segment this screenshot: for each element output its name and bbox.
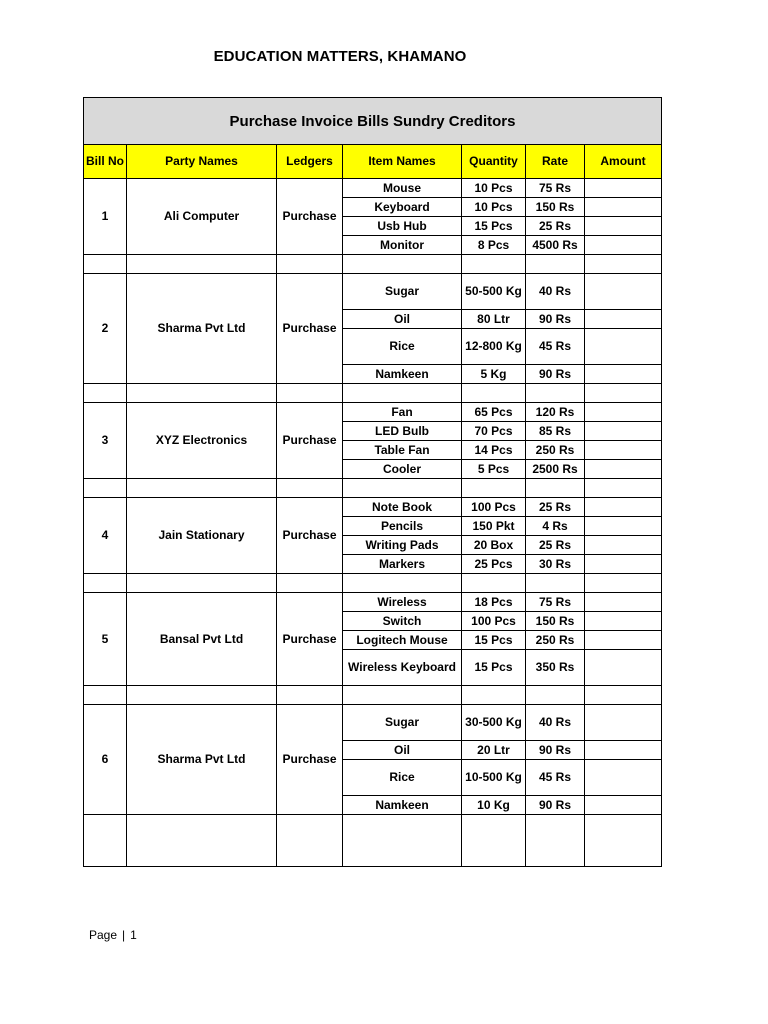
empty-cell <box>462 686 526 705</box>
item-qty-cell: 65 Pcs <box>462 403 526 422</box>
item-amount-cell <box>585 498 662 517</box>
table-header-row <box>84 145 662 179</box>
empty-cell <box>462 255 526 274</box>
item-amount-cell <box>585 274 662 310</box>
item-amount-cell <box>585 517 662 536</box>
item-rate-cell: 40 Rs <box>526 705 585 741</box>
empty-cell <box>343 574 462 593</box>
ledger-cell: Purchase <box>277 498 343 574</box>
item-name-cell: Table Fan <box>343 441 462 460</box>
empty-cell <box>462 815 526 867</box>
empty-cell <box>277 686 343 705</box>
empty-cell <box>127 479 277 498</box>
item-rate-cell: 30 Rs <box>526 555 585 574</box>
item-qty-cell: 20 Ltr <box>462 741 526 760</box>
item-name-cell: Switch <box>343 612 462 631</box>
item-name-cell: Markers <box>343 555 462 574</box>
item-rate-cell: 250 Rs <box>526 631 585 650</box>
item-amount-cell <box>585 555 662 574</box>
item-amount-cell <box>585 705 662 741</box>
party-name-cell: Sharma Pvt Ltd <box>127 705 277 815</box>
empty-cell <box>343 686 462 705</box>
table-row <box>84 593 662 612</box>
item-qty-cell: 10 Pcs <box>462 179 526 198</box>
item-rate-cell: 350 Rs <box>526 650 585 686</box>
item-amount-cell <box>585 236 662 255</box>
item-name-cell: Wireless Keyboard <box>343 650 462 686</box>
item-rate-cell: 150 Rs <box>526 198 585 217</box>
item-qty-cell: 80 Ltr <box>462 310 526 329</box>
item-rate-cell: 90 Rs <box>526 741 585 760</box>
page-number: 1 <box>130 928 137 942</box>
ledger-cell: Purchase <box>277 179 343 255</box>
empty-cell <box>526 815 585 867</box>
table-row <box>84 498 662 517</box>
item-name-cell: Sugar <box>343 705 462 741</box>
empty-cell <box>526 255 585 274</box>
item-qty-cell: 25 Pcs <box>462 555 526 574</box>
party-name-cell: XYZ Electronics <box>127 403 277 479</box>
item-amount-cell <box>585 217 662 236</box>
column-header-bill-no: Bill No <box>84 145 127 179</box>
empty-cell <box>343 384 462 403</box>
item-rate-cell: 90 Rs <box>526 310 585 329</box>
item-name-cell: LED Bulb <box>343 422 462 441</box>
column-header-party-names: Party Names <box>127 145 277 179</box>
item-amount-cell <box>585 460 662 479</box>
item-rate-cell: 25 Rs <box>526 498 585 517</box>
item-name-cell: Oil <box>343 741 462 760</box>
empty-cell <box>84 384 127 403</box>
invoice-table <box>83 97 662 867</box>
empty-cell <box>585 255 662 274</box>
item-amount-cell <box>585 179 662 198</box>
empty-cell <box>585 479 662 498</box>
table-title-row <box>84 98 662 145</box>
item-rate-cell: 25 Rs <box>526 217 585 236</box>
empty-cell <box>84 574 127 593</box>
item-name-cell: Cooler <box>343 460 462 479</box>
empty-cell <box>84 255 127 274</box>
table-row <box>84 179 662 198</box>
empty-cell <box>277 384 343 403</box>
item-name-cell: Note Book <box>343 498 462 517</box>
empty-cell <box>585 384 662 403</box>
empty-cell <box>462 574 526 593</box>
empty-cell <box>127 815 277 867</box>
column-header-quantity: Quantity <box>462 145 526 179</box>
item-qty-cell: 18 Pcs <box>462 593 526 612</box>
empty-cell <box>277 815 343 867</box>
table-row <box>84 274 662 310</box>
empty-cell <box>277 255 343 274</box>
empty-cell <box>84 815 127 867</box>
item-rate-cell: 120 Rs <box>526 403 585 422</box>
empty-cell <box>127 574 277 593</box>
empty-cell <box>462 384 526 403</box>
item-rate-cell: 45 Rs <box>526 760 585 796</box>
bill-number-cell: 1 <box>84 179 127 255</box>
item-name-cell: Oil <box>343 310 462 329</box>
item-qty-cell: 14 Pcs <box>462 441 526 460</box>
item-name-cell: Logitech Mouse <box>343 631 462 650</box>
empty-cell <box>526 384 585 403</box>
item-qty-cell: 100 Pcs <box>462 498 526 517</box>
item-name-cell: Sugar <box>343 274 462 310</box>
ledger-cell: Purchase <box>277 403 343 479</box>
item-rate-cell: 25 Rs <box>526 536 585 555</box>
item-rate-cell: 4 Rs <box>526 517 585 536</box>
column-header-item-names: Item Names <box>343 145 462 179</box>
empty-cell <box>343 815 462 867</box>
empty-cell <box>585 686 662 705</box>
item-amount-cell <box>585 422 662 441</box>
item-qty-cell: 5 Pcs <box>462 460 526 479</box>
column-header-ledgers: Ledgers <box>277 145 343 179</box>
item-qty-cell: 150 Pkt <box>462 517 526 536</box>
item-qty-cell: 70 Pcs <box>462 422 526 441</box>
item-rate-cell: 85 Rs <box>526 422 585 441</box>
bill-number-cell: 5 <box>84 593 127 686</box>
spacer-row <box>84 255 662 274</box>
item-amount-cell <box>585 198 662 217</box>
item-amount-cell <box>585 612 662 631</box>
item-name-cell: Pencils <box>343 517 462 536</box>
empty-cell <box>585 574 662 593</box>
item-name-cell: Mouse <box>343 179 462 198</box>
party-name-cell: Ali Computer <box>127 179 277 255</box>
item-rate-cell: 90 Rs <box>526 365 585 384</box>
item-qty-cell: 15 Pcs <box>462 217 526 236</box>
item-name-cell: Fan <box>343 403 462 422</box>
item-amount-cell <box>585 796 662 815</box>
item-name-cell: Rice <box>343 329 462 365</box>
item-amount-cell <box>585 536 662 555</box>
item-qty-cell: 15 Pcs <box>462 631 526 650</box>
item-amount-cell <box>585 329 662 365</box>
item-qty-cell: 8 Pcs <box>462 236 526 255</box>
item-name-cell: Keyboard <box>343 198 462 217</box>
spacer-row <box>84 686 662 705</box>
ledger-cell: Purchase <box>277 274 343 384</box>
item-qty-cell: 30-500 Kg <box>462 705 526 741</box>
empty-cell <box>277 479 343 498</box>
item-qty-cell: 10-500 Kg <box>462 760 526 796</box>
item-amount-cell <box>585 631 662 650</box>
item-name-cell: Rice <box>343 760 462 796</box>
item-amount-cell <box>585 310 662 329</box>
empty-cell <box>84 479 127 498</box>
item-amount-cell <box>585 650 662 686</box>
item-qty-cell: 10 Kg <box>462 796 526 815</box>
item-amount-cell <box>585 593 662 612</box>
item-name-cell: Writing Pads <box>343 536 462 555</box>
item-qty-cell: 15 Pcs <box>462 650 526 686</box>
column-header-rate: Rate <box>526 145 585 179</box>
item-qty-cell: 12-800 Kg <box>462 329 526 365</box>
empty-cell <box>84 686 127 705</box>
item-rate-cell: 45 Rs <box>526 329 585 365</box>
table-title: Purchase Invoice Bills Sundry Creditors <box>84 98 662 145</box>
party-name-cell: Sharma Pvt Ltd <box>127 274 277 384</box>
bill-number-cell: 3 <box>84 403 127 479</box>
table-row <box>84 705 662 741</box>
item-rate-cell: 75 Rs <box>526 593 585 612</box>
item-rate-cell: 250 Rs <box>526 441 585 460</box>
item-amount-cell <box>585 403 662 422</box>
document-heading: EDUCATION MATTERS, KHAMANO <box>213 48 467 65</box>
item-rate-cell: 4500 Rs <box>526 236 585 255</box>
spacer-row <box>84 384 662 403</box>
item-qty-cell: 20 Box <box>462 536 526 555</box>
item-name-cell: Namkeen <box>343 796 462 815</box>
item-qty-cell: 50-500 Kg <box>462 274 526 310</box>
item-amount-cell <box>585 365 662 384</box>
item-rate-cell: 90 Rs <box>526 796 585 815</box>
bill-number-cell: 6 <box>84 705 127 815</box>
empty-cell <box>277 574 343 593</box>
ledger-cell: Purchase <box>277 593 343 686</box>
item-amount-cell <box>585 760 662 796</box>
empty-cell <box>127 255 277 274</box>
page-separator: | <box>122 928 126 942</box>
empty-cell <box>526 686 585 705</box>
page-label: Page <box>89 928 118 942</box>
item-name-cell: Usb Hub <box>343 217 462 236</box>
item-name-cell: Wireless <box>343 593 462 612</box>
item-qty-cell: 100 Pcs <box>462 612 526 631</box>
item-rate-cell: 40 Rs <box>526 274 585 310</box>
item-amount-cell <box>585 441 662 460</box>
item-rate-cell: 150 Rs <box>526 612 585 631</box>
empty-cell <box>343 255 462 274</box>
item-name-cell: Monitor <box>343 236 462 255</box>
spacer-row <box>84 479 662 498</box>
ledger-cell: Purchase <box>277 705 343 815</box>
spacer-row <box>84 815 662 867</box>
empty-cell <box>526 574 585 593</box>
page-footer <box>89 928 137 942</box>
item-rate-cell: 2500 Rs <box>526 460 585 479</box>
item-name-cell: Namkeen <box>343 365 462 384</box>
item-qty-cell: 10 Pcs <box>462 198 526 217</box>
item-qty-cell: 5 Kg <box>462 365 526 384</box>
empty-cell <box>585 815 662 867</box>
empty-cell <box>343 479 462 498</box>
party-name-cell: Jain Stationary <box>127 498 277 574</box>
item-rate-cell: 75 Rs <box>526 179 585 198</box>
spacer-row <box>84 574 662 593</box>
table-row <box>84 403 662 422</box>
empty-cell <box>127 384 277 403</box>
bill-number-cell: 4 <box>84 498 127 574</box>
item-amount-cell <box>585 741 662 760</box>
empty-cell <box>526 479 585 498</box>
party-name-cell: Bansal Pvt Ltd <box>127 593 277 686</box>
column-header-amount: Amount <box>585 145 662 179</box>
empty-cell <box>127 686 277 705</box>
empty-cell <box>462 479 526 498</box>
bill-number-cell: 2 <box>84 274 127 384</box>
